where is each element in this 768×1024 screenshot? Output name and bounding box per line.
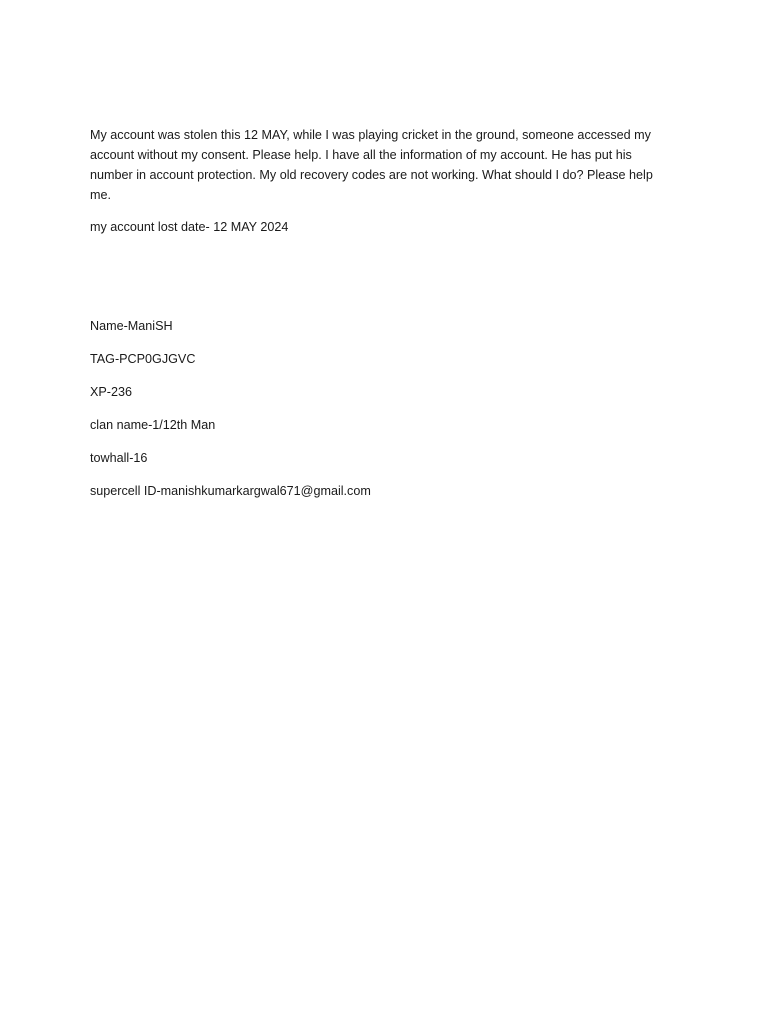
clan-name-line: clan name-1/12th Man xyxy=(90,418,216,432)
xp-line: XP-236 xyxy=(90,385,133,399)
lost-date-line: my account lost date- 12 MAY 2024 xyxy=(90,220,289,234)
complaint-paragraph: My account was stolen this 12 MAY, while I was playing cricket in the ground, someone accessed my account without my consent. Please help. I have all the information of my account. He has put his number in account protection. My old recovery codes are not working. What should I do? Please help me. xyxy=(90,128,653,202)
name-line: Name-ManiSH xyxy=(90,319,173,333)
supercell-id-line: supercell ID-manishkumarkargwal671@gmail.com xyxy=(90,484,371,498)
townhall-line: towhall-16 xyxy=(90,451,148,465)
document-body xyxy=(90,125,670,514)
tag-line: TAG-PCP0GJGVC xyxy=(90,352,196,366)
